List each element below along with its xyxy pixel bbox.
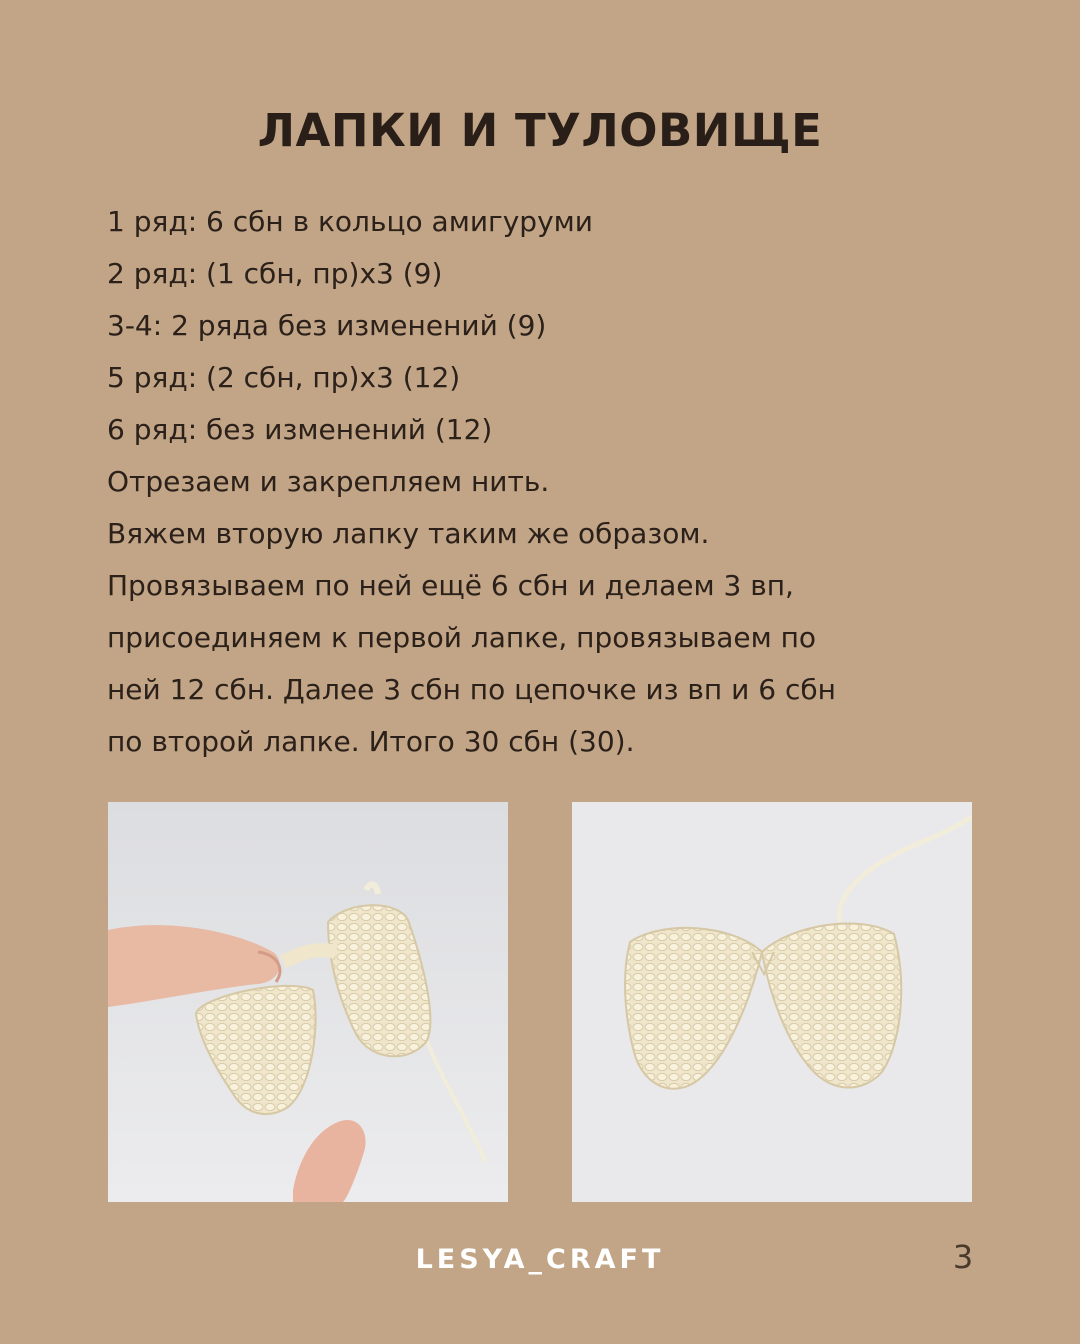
- photo-joined-paws: [572, 802, 972, 1202]
- instructions-list: [107, 196, 987, 768]
- page-title: ЛАПКИ И ТУЛОВИЩЕ: [257, 104, 823, 157]
- instruction-line: 6 ряд: без изменений (12): [107, 413, 493, 446]
- page-number: 3: [952, 1238, 974, 1276]
- instruction-line: 5 ряд: (2 сбн, пр)х3 (12): [107, 361, 461, 394]
- instruction-line: по второй лапке. Итого 30 сбн (30).: [107, 725, 635, 758]
- instruction-line: 3-4: 2 ряда без изменений (9): [107, 309, 547, 342]
- instruction-line: присоединяем к первой лапке, провязываем по: [107, 621, 817, 654]
- instruction-line: ней 12 сбн. Далее 3 сбн по цепочке из вп и 6 сбн: [107, 673, 836, 706]
- photo-hand-holding-paws: [108, 802, 508, 1202]
- brand-logo-text: LESYA_CRAFT: [415, 1244, 665, 1275]
- instruction-line: Вяжем вторую лапку таким же образом.: [107, 517, 710, 550]
- instruction-line: 1 ряд: 6 сбн в кольцо амигуруми: [107, 205, 593, 238]
- instruction-line: Отрезаем и закрепляем нить.: [107, 465, 550, 498]
- instruction-line: 2 ряд: (1 сбн, пр)х3 (9): [107, 257, 443, 290]
- instruction-line: Провязываем по ней ещё 6 сбн и делаем 3 вп,: [107, 569, 794, 602]
